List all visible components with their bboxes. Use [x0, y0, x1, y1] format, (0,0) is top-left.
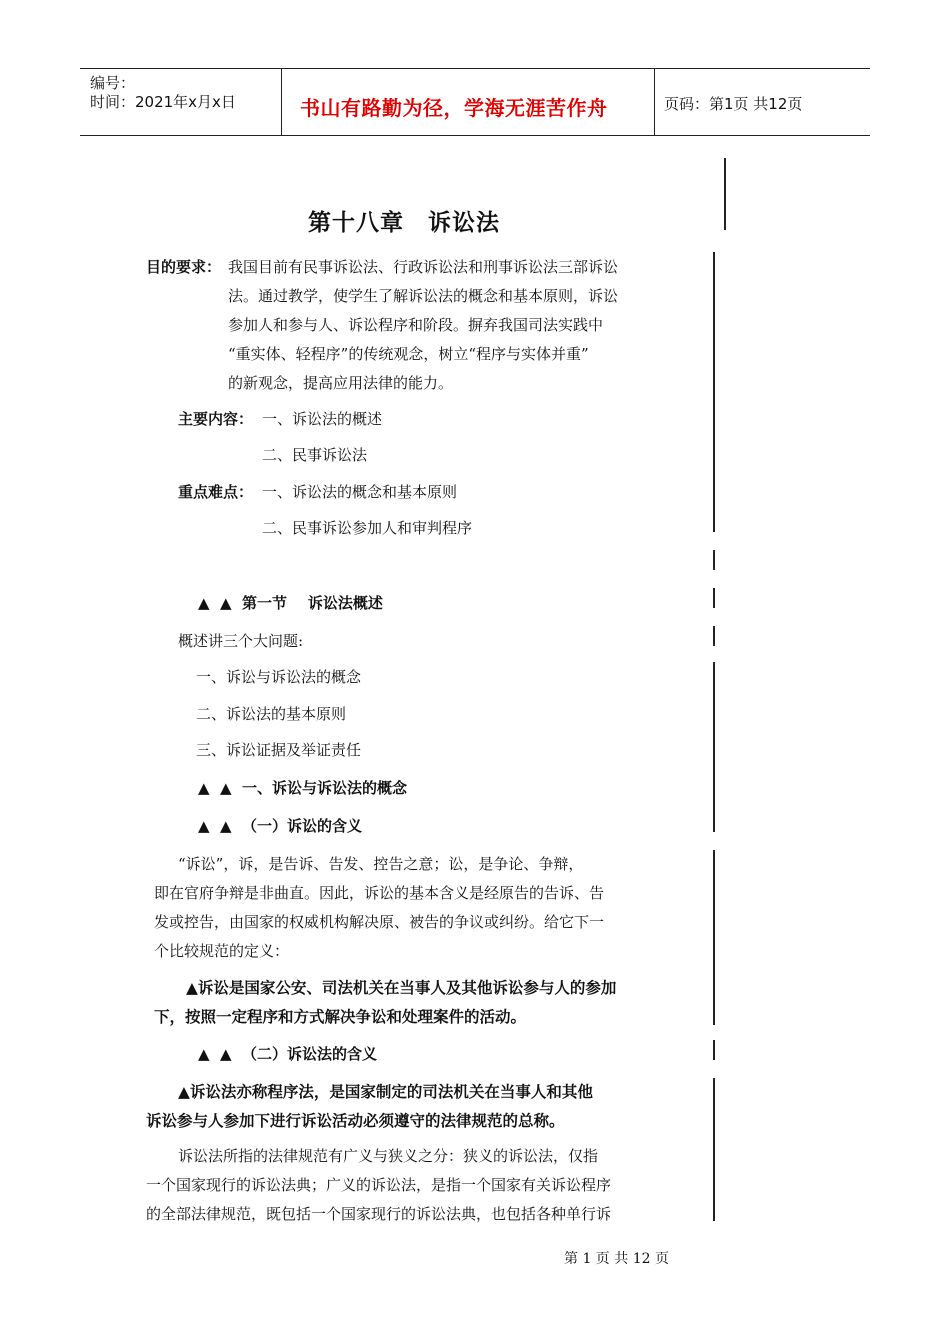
header-bottom-rule: [80, 135, 870, 136]
margin-bar: [713, 662, 715, 832]
header-page-info: 页码：第1页 共12页: [664, 95, 803, 113]
header-motto: 书山有路勤为径，学海无涯苦作舟: [300, 96, 608, 120]
problem-item: 三、诉讼证据及举证责任: [196, 741, 362, 759]
chapter-title: 第十八章 诉讼法: [308, 210, 500, 236]
section-intro: 概述讲三个大问题:: [178, 632, 304, 650]
definition-line: ▲诉讼法亦称程序法，是国家制定的司法机关在当事人和其他: [178, 1083, 593, 1101]
header-number-label: 编号：: [90, 74, 136, 92]
problem-item: 一、诉讼与诉讼法的概念: [196, 668, 362, 686]
objectives-line: 参加人和参与人、诉讼程序和阶段。摒弃我国司法实践中: [228, 316, 604, 334]
objectives-line: “重实体、轻程序”的传统观念，树立“程序与实体并重”: [228, 345, 589, 363]
main-content-item: 一、诉讼法的概述: [262, 410, 383, 428]
subsection-heading: ▲ ▲ （一）诉讼的含义: [198, 817, 362, 835]
problem-item: 二、诉讼法的基本原则: [196, 705, 347, 723]
paragraph-line: 的全部法律规范，既包括一个国家现行的诉讼法典，也包括各种单行诉: [146, 1205, 612, 1223]
paragraph-line: 个比较规范的定义：: [154, 942, 290, 960]
definition-line: 诉讼参与人参加下进行诉讼活动必须遵守的法律规范的总称。: [146, 1112, 565, 1130]
key-points-item: 二、民事诉讼参加人和审判程序: [262, 519, 473, 537]
subsection-heading: ▲ ▲ （二）诉讼法的含义: [198, 1045, 377, 1063]
definition-line: 下，按照一定程序和方式解决争讼和处理案件的活动。: [154, 1008, 527, 1026]
paragraph-line: 一个国家现行的诉讼法典；广义的诉讼法，是指一个国家有关诉讼程序: [146, 1176, 612, 1194]
paragraph-line: “诉讼”，诉，是告诉、告发、控告之意；讼，是争论、争辩，: [178, 855, 584, 873]
subsection-heading: ▲ ▲ 一、诉讼与诉讼法的概念: [198, 779, 407, 797]
key-points-label: 重点难点：: [178, 483, 254, 501]
margin-bar: [713, 550, 715, 570]
header-time-label: 时间：2021年x月x日: [90, 93, 236, 111]
margin-bar: [713, 588, 715, 608]
margin-bar: [713, 626, 715, 646]
objectives-line: 我国目前有民事诉讼法、行政诉讼法和刑事诉讼法三部诉讼: [228, 258, 619, 276]
objectives-line: 的新观念，提高应用法律的能力。: [228, 374, 454, 392]
main-content-label: 主要内容：: [178, 410, 254, 428]
paragraph-line: 发或控告，由国家的权威机构解决原、被告的争议或纠纷。给它下一: [154, 913, 605, 931]
margin-bar: [713, 1078, 715, 1221]
paragraph-line: 诉讼法所指的法律规范有广义与狭义之分：狭义的诉讼法，仅指: [178, 1147, 599, 1165]
key-points-item: 一、诉讼法的概念和基本原则: [262, 483, 458, 501]
section-heading: ▲ ▲ 第一节 诉讼法概述: [198, 594, 383, 612]
header-divider-right: [654, 68, 655, 135]
paragraph-line: 即在官府争辩是非曲直。因此，诉讼的基本含义是经原告的告诉、告: [154, 884, 605, 902]
objectives-label: 目的要求：: [146, 258, 222, 276]
page-footer: 第 1 页 共 12 页: [564, 1251, 669, 1267]
header-top-rule: [80, 68, 870, 69]
margin-bar: [724, 158, 726, 230]
objectives-line: 法。通过教学，使学生了解诉讼法的概念和基本原则，诉讼: [228, 287, 619, 305]
margin-bar: [713, 1040, 715, 1060]
definition-line: ▲诉讼是国家公安、司法机关在当事人及其他诉讼参与人的参加: [186, 979, 617, 997]
header-divider-left: [281, 68, 282, 135]
margin-bar: [713, 850, 715, 1025]
margin-bar: [713, 252, 715, 532]
main-content-item: 二、民事诉讼法: [262, 446, 368, 464]
